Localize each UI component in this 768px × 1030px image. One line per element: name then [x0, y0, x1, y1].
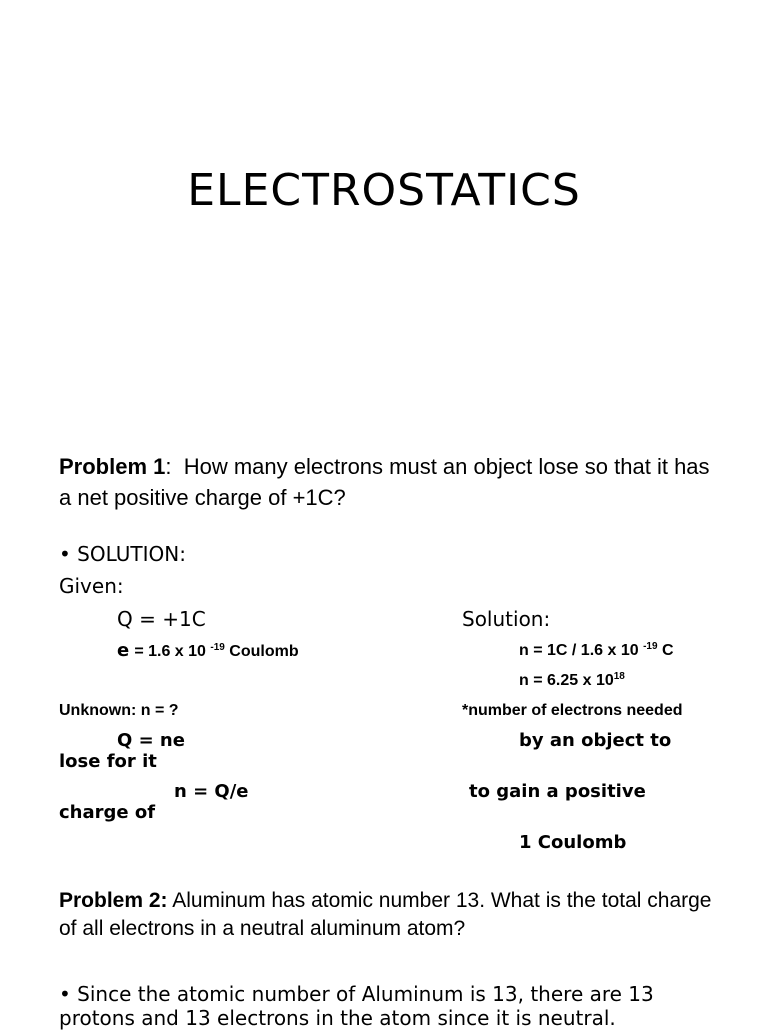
problem-1-question: How many electrons must an object lose so that it has a net positive charge of +1C?: [59, 454, 710, 510]
problem-2-question: Aluminum has atomic number 13. What is the total charge of all electrons in a neutral aluminum atom?: [59, 889, 712, 940]
problem-1: [59, 451, 719, 513]
solution-note-3-wrap: charge of: [59, 802, 156, 823]
solution-header: • SOLUTION:: [59, 542, 186, 566]
given-e: [117, 640, 299, 663]
solution-note-2: by an object to: [519, 730, 672, 751]
unknown: Unknown: n = ?: [59, 702, 179, 719]
formula-n-qe: n = Q/e: [174, 781, 249, 802]
given-q: Q = +1C: [117, 607, 206, 631]
given-e-symbol: e: [117, 640, 130, 661]
solution-note-1: *number of electrons needed: [462, 702, 683, 719]
answer-2: • Since the atomic number of Aluminum is 13, there are 13 protons and 13 electrons in the atom since it is neutral.: [59, 982, 654, 1030]
formula-q-ne: Q = ne: [117, 730, 185, 751]
given-label: Given:: [59, 574, 124, 598]
solution-step-2: n = 6.25 x $10^{18}$: [519, 671, 625, 689]
given-e-value: = 1.6 x 10 $^{-19}$ Coulomb: [134, 642, 299, 660]
problem-2: [59, 887, 719, 943]
problem-2-label: Problem 2:: [59, 889, 168, 912]
page-title: ELECTROSTATICS: [187, 165, 581, 216]
problem-1-label: Problem 1: [59, 454, 166, 479]
solution-note-3: to gain a positive: [469, 781, 646, 802]
solution-note-2-wrap: lose for it: [59, 751, 157, 772]
problem-1-colon: :: [165, 454, 172, 479]
solution-note-4: 1 Coulomb: [519, 832, 627, 853]
solution-label: Solution:: [462, 607, 551, 631]
solution-step-1: n = 1C / 1.6 x 10 $^{-19}$ C: [519, 641, 674, 659]
